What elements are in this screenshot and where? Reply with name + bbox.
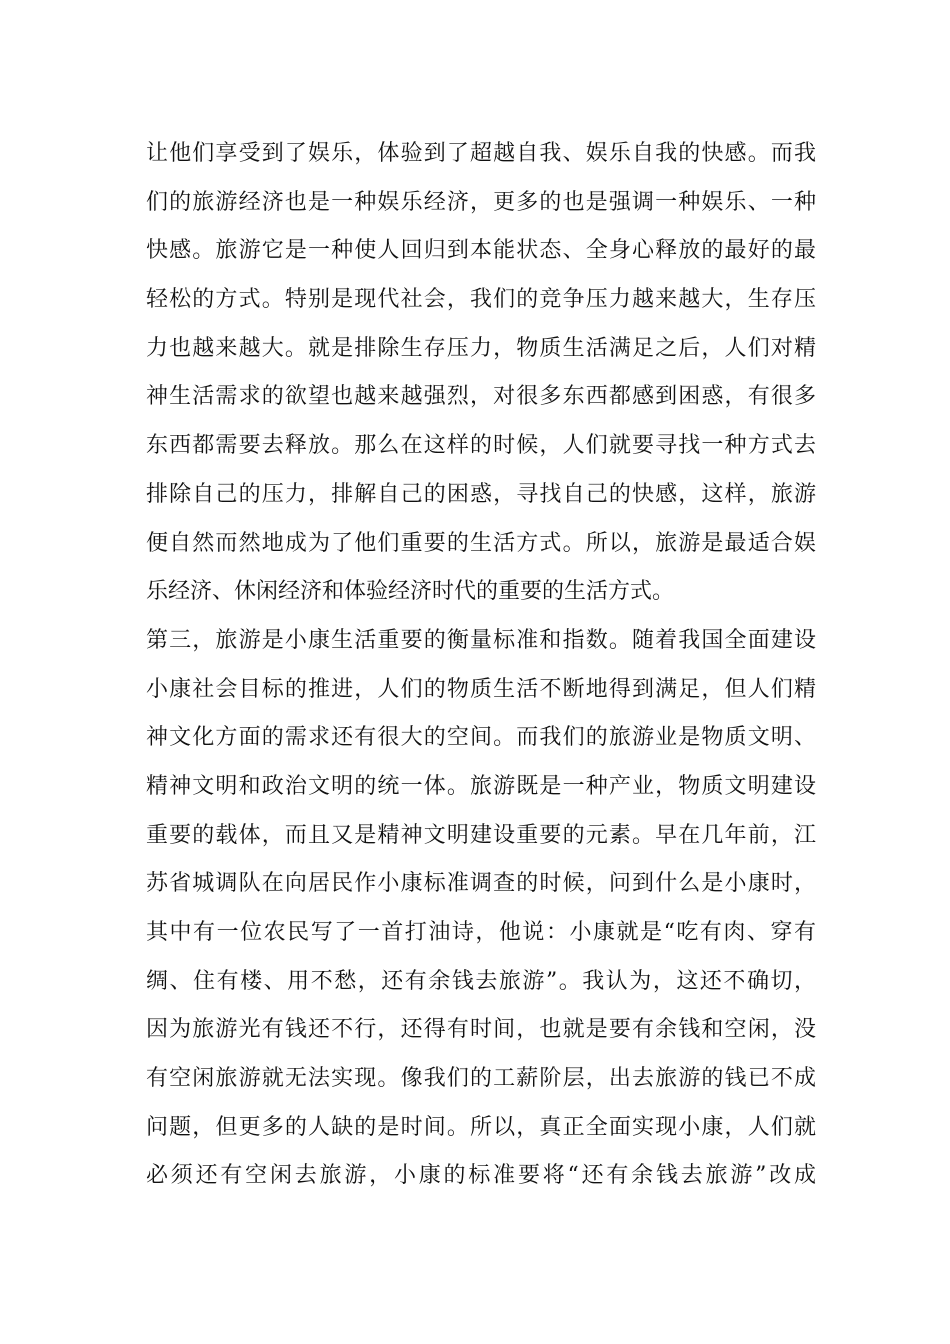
text-line: 必须还有空闲去旅游，小康的标准要将“还有余钱去旅游”改成	[146, 1163, 816, 1189]
text-line: 重要的载体，而且又是精神文明建设重要的元素。早在几年前，江	[146, 822, 816, 848]
paragraph-1	[146, 130, 816, 617]
text-line: 神文化方面的需求还有很大的空间。而我们的旅游业是物质文明、	[146, 725, 816, 751]
text-line: 排除自己的压力，排解自己的困惑，寻找自己的快感，这样，旅游	[146, 481, 816, 507]
text-line: 们的旅游经济也是一种娱乐经济，更多的也是强调一种娱乐、一种	[146, 189, 816, 215]
text-line: 苏省城调队在向居民作小康标准调查的时候，问到什么是小康时，	[146, 871, 816, 897]
text-line: 神生活需求的欲望也越来越强烈，对很多东西都感到困惑，有很多	[146, 384, 816, 410]
text-line: 第三，旅游是小康生活重要的衡量标准和指数。随着我国全面建设	[146, 627, 816, 653]
body-text	[146, 130, 816, 1201]
text-line: 力也越来越大。就是排除生存压力，物质生活满足之后，人们对精	[146, 335, 816, 361]
text-line: 精神文明和政治文明的统一体。旅游既是一种产业，物质文明建设	[146, 773, 816, 799]
paragraph-2	[146, 617, 816, 1201]
text-line: 绸、住有楼、用不愁，还有余钱去旅游”。我认为，这还不确切，	[146, 968, 816, 994]
text-line: 其中有一位农民写了一首打油诗，他说：小康就是“吃有肉、穿有	[146, 920, 816, 945]
text-line: 东西都需要去释放。那么在这样的时候，人们就要寻找一种方式去	[146, 433, 816, 459]
text-line: 便自然而然地成为了他们重要的生活方式。所以，旅游是最适合娱	[146, 530, 816, 556]
text-line: 轻松的方式。特别是现代社会，我们的竞争压力越来越大，生存压	[146, 287, 816, 313]
text-line: 让他们享受到了娱乐，体验到了超越自我、娱乐自我的快感。而我	[146, 141, 816, 166]
text-line: 小康社会目标的推进，人们的物质生活不断地得到满足，但人们精	[146, 676, 816, 702]
text-line: 问题，但更多的人缺的是时间。所以，真正全面实现小康，人们就	[146, 1114, 816, 1140]
text-line: 有空闲旅游就无法实现。像我们的工薪阶层，出去旅游的钱已不成	[146, 1066, 816, 1092]
text-line: 乐经济、休闲经济和体验经济时代的重要的生活方式。	[146, 579, 675, 605]
text-line: 因为旅游光有钱还不行，还得有时间，也就是要有余钱和空闲，没	[146, 1017, 816, 1043]
text-line: 快感。旅游它是一种使人回归到本能状态、全身心释放的最好的最	[146, 238, 816, 264]
